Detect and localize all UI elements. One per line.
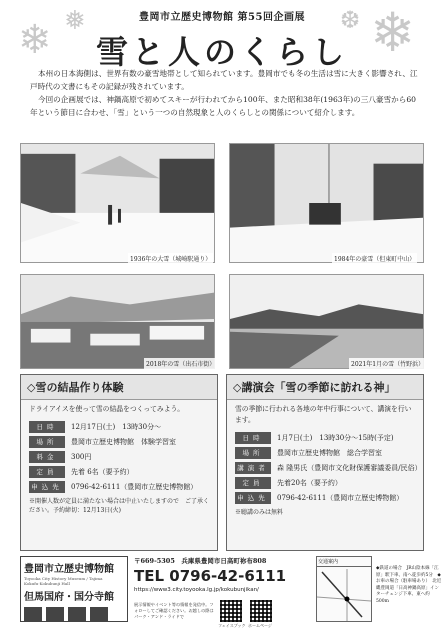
event-lecture xyxy=(226,374,424,551)
event-snow-crystal xyxy=(20,374,218,551)
photo-2021-snow xyxy=(229,274,424,369)
info-row xyxy=(29,434,217,449)
qr-code-icon[interactable] xyxy=(220,600,242,622)
qr-label: フェイスブック xyxy=(218,623,246,628)
event-title: ◇雪の結晶作り体験 xyxy=(21,375,217,400)
qr-label: ホームページ xyxy=(248,623,272,628)
info-row xyxy=(235,490,423,505)
info-value: 豊岡市立歴史博物館 総合学習室 xyxy=(277,448,382,457)
website-link[interactable]: https://www3.city.toyooka.lg.jp/kokubunjikan/ xyxy=(134,587,259,593)
photo-caption: 1936年の大雪（城崎駅通り） xyxy=(128,253,213,264)
snowflake-icon: ❄ xyxy=(18,17,52,63)
photo-caption: 2021年1月の雪（竹野浜） xyxy=(349,358,426,369)
info-value: 0796-42-6111（豊岡市立歴史博物館） xyxy=(277,493,404,502)
photo-2018-snow xyxy=(20,274,215,369)
museum-logo-box xyxy=(20,556,128,622)
intro-text xyxy=(30,68,422,119)
map-icon xyxy=(317,567,371,623)
info-label: 日時 xyxy=(235,432,271,444)
snowflake-icon: ❄ xyxy=(370,1,416,64)
info-row xyxy=(29,449,217,464)
footer xyxy=(0,556,444,630)
access-info: ◆鉄道の場合 JR山陰本線「江原」駅下車、南へ徒歩約5分 ◆お車の場合（駐車場あり） 北近畿豊岡道「日高神鍋高原」インターチェンジ下車、東へ約500m xyxy=(376,566,442,604)
info-value: 森 隆男氏（豊岡市文化財保護審議委員/民俗） xyxy=(277,463,422,472)
info-value: 300円 xyxy=(71,452,92,461)
info-value: 豊岡市立歴史博物館 体験学習室 xyxy=(71,437,176,446)
phone-number[interactable]: TEL 0796-42-6111 xyxy=(134,567,287,585)
info-label: 申込先 xyxy=(235,492,271,504)
info-label: 講演者 xyxy=(235,462,271,474)
info-row xyxy=(235,460,423,475)
info-label: 場所 xyxy=(235,447,271,459)
museum-name: 豊岡市立歴史博物館 xyxy=(24,564,114,575)
snowflake-icon: ❆ xyxy=(340,6,361,34)
museum-name-secondary: 但馬国府・国分寺館 xyxy=(24,592,114,603)
info-label: 場所 xyxy=(29,436,65,448)
info-label: 申込先 xyxy=(29,481,65,493)
info-value: 先着 6名（要予約） xyxy=(71,467,134,476)
sns-note: 展示情報やイベント等の情報を発信中。フォローしてご確認ください。お越しの際はパーク・アンド・ライドで xyxy=(134,602,214,619)
info-label: 定員 xyxy=(29,466,65,478)
info-label: 定員 xyxy=(235,477,271,489)
intro-paragraph: 今回の企画展では、神鍋高原で初めてスキーが行われてから100年、また昭和38年(1963年)の三八豪雪から60年という節目に合わせ、「雪」という一つの自然現象と人のくらしとの関係について紹介します。 xyxy=(30,95,417,117)
info-value: 先着20名（要予約） xyxy=(277,478,342,487)
info-value: 1月7日(土) 13時30分～15時(予定) xyxy=(277,433,394,442)
qr-code-icon[interactable] xyxy=(250,600,272,622)
info-label: 料金 xyxy=(29,451,65,463)
photo-caption: 2018年の雪（出石市街） xyxy=(144,358,217,369)
museum-logo-icon xyxy=(24,607,124,621)
info-value: 12月17日(土) 13時30分～ xyxy=(71,422,162,431)
address: 〒669-5305 兵庫県豊岡市日高町祢布808 xyxy=(134,557,267,565)
event-note: ※開催人数が定員に満たない場合は中止いたしますので ご了承ください。予約締切：12月13日(火) xyxy=(29,498,210,514)
header xyxy=(0,1,444,73)
event-description: ドライアイスを使って雪の結晶をつくってみよう。 xyxy=(29,405,185,413)
info-row xyxy=(235,475,423,490)
exhibition-subtitle: 豊岡市立歴史博物館 第55回企画展 xyxy=(139,12,305,23)
info-value: 0796-42-6111（豊岡市立歴史博物館） xyxy=(71,482,198,491)
info-row xyxy=(235,445,423,460)
contact-info xyxy=(134,556,314,628)
snowflake-icon: ❅ xyxy=(64,6,86,36)
event-note: ※聴講のみは無料 xyxy=(235,509,284,516)
info-row xyxy=(29,479,217,494)
exhibition-title: 雪と人のくらし xyxy=(95,33,348,71)
museum-english-name: Toyooka City History Museum / Tajima Kokufu·Kokubunji Hall xyxy=(24,576,103,586)
info-row xyxy=(29,464,217,479)
access-map xyxy=(316,556,372,622)
info-row xyxy=(29,419,217,434)
info-row xyxy=(235,430,423,445)
event-title: ◇講演会「雪の季節に訪れる神」 xyxy=(227,375,423,400)
photo-1984-snow xyxy=(229,143,424,263)
map-title: 交通案内 xyxy=(317,557,371,567)
photo-1936-snow xyxy=(20,143,215,263)
intro-paragraph: 本州の日本海側は、世界有数の豪雪地帯として知られています。豊岡市でも冬の生活は雪に大きく影響され、江戸時代の文書にもその記録が残されています。 xyxy=(30,69,418,91)
info-label: 日時 xyxy=(29,421,65,433)
event-description: 雪の季節に行われる各地の年中行事について、講演を行います。 xyxy=(235,405,412,424)
photo-caption: 1984年の豪雪（但東町中山） xyxy=(332,253,417,264)
